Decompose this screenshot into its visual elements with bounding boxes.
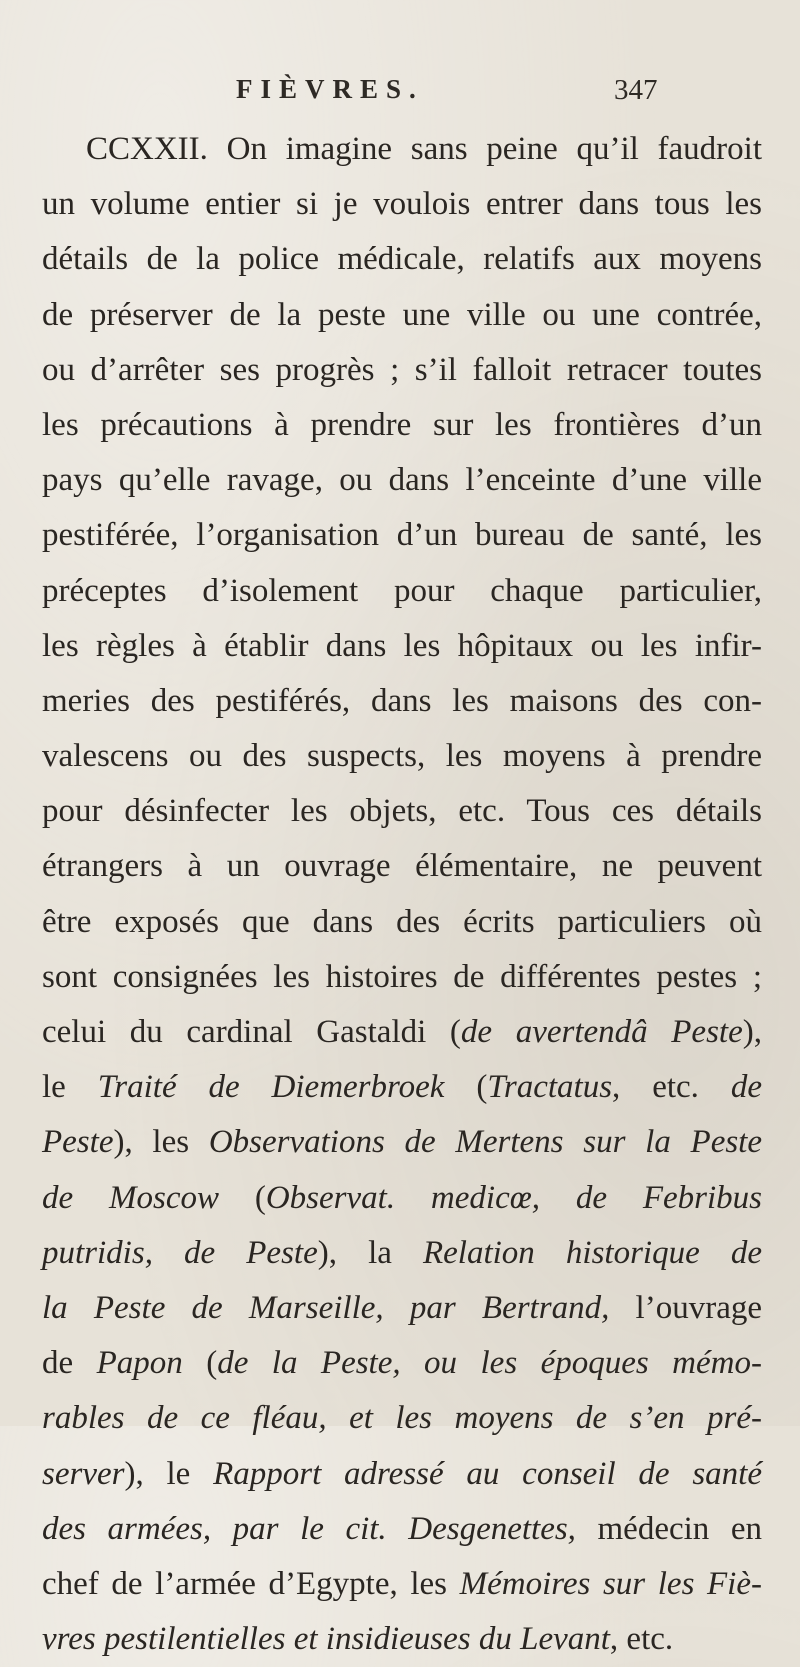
text-line [42,1281,762,1336]
running-head [0,74,800,114]
text-line [42,343,762,398]
text-line [42,1336,762,1391]
text-segment: meries des pestiférés, dans les maisons des con- [42,682,762,719]
text-segment: être exposés que dans des écrits particuliers où [42,903,762,940]
text-segment: de la Peste, ou les époques mémo- [217,1345,762,1382]
text-segment: vres pestilentielles et insidieuses du Levant [42,1621,610,1658]
text-segment: détails de la police médicale, relatifs aux moyens [42,241,762,278]
text-line [42,1391,762,1446]
text-segment: un volume entier si je voulois entrer dans tous les [42,186,762,223]
text-segment: de Moscow [42,1179,219,1216]
text-line [42,784,762,839]
text-line [42,674,762,729]
text-line [42,398,762,453]
text-line [42,895,762,950]
text-line [42,729,762,784]
text-segment: ), les [113,1124,209,1161]
text-line [42,564,762,619]
text-segment: de [730,1069,762,1106]
text-segment: , etc. [612,1069,731,1106]
text-segment: les règles à établir dans les hôpitaux ou les infir- [42,627,762,664]
text-line [42,1612,762,1667]
text-segment: ), [742,1014,762,1050]
text-line [42,1171,762,1226]
text-segment: Mémoires sur les Fiè- [459,1565,762,1602]
text-line [42,177,762,232]
text-segment: préceptes d’isolement pour chaque particulier, [42,572,762,609]
text-segment: des armées, par le cit. Desgenettes, [42,1510,576,1547]
text-line [42,122,762,177]
page-number: 347 [614,74,658,106]
text-segment: Papon [96,1345,183,1382]
text-segment: les précautions à prendre sur les frontières d’un [42,406,762,443]
text-segment: ( [219,1179,266,1216]
text-line [42,1115,762,1170]
text-segment: ( [444,1069,488,1106]
text-segment: l’ouvrage [609,1289,762,1326]
running-title: FIÈVRES. [236,74,424,104]
text-segment: , etc. [609,1621,674,1658]
text-segment: Peste [42,1124,114,1161]
text-segment: Rapport adressé au conseil de santé [213,1455,762,1492]
text-segment: ( [182,1345,218,1382]
text-segment: ), le [124,1455,214,1492]
text-segment: putridis, de Peste [42,1234,318,1271]
text-line [42,1060,762,1115]
text-line [42,950,762,1005]
text-segment: Observat. medicœ, de Febribus [265,1179,762,1216]
text-segment: server [42,1455,125,1492]
text-segment: ), la [317,1234,423,1271]
text-segment: Tractatus [487,1069,613,1106]
text-segment: médecin en [575,1510,762,1547]
text-segment: de [42,1345,97,1382]
text-segment: rables de ce fléau, et les moyens de s’en pré- [42,1400,762,1437]
text-line [42,1557,762,1612]
text-segment: pour désinfecter les objets, etc. Tous ces détails [42,793,762,830]
text-segment: ou d’arrêter ses progrès ; s’il falloit retracer toutes [42,351,762,388]
text-segment: Traité de Diemerbroek [97,1069,445,1106]
text-line [42,1005,762,1060]
text-segment: pestiférée, l’organisation d’un bureau de santé, les [42,517,762,554]
text-segment: CCXXII. On imagine sans peine qu’il faudroit [86,131,762,167]
text-segment: sont consignées les histoires de différentes pestes ; [42,958,762,995]
text-line [42,839,762,894]
text-line [42,1226,762,1281]
text-segment: Relation historique de [423,1234,762,1271]
text-segment: Observations de Mertens sur la Peste [208,1124,762,1161]
text-line [42,288,762,343]
text-line [42,508,762,563]
text-line [42,232,762,287]
text-segment: étrangers à un ouvrage élémentaire, ne peuvent [42,848,762,885]
text-line [42,453,762,508]
text-segment: le [42,1069,98,1106]
text-line [42,619,762,674]
text-segment: celui du cardinal Gastaldi ( [42,1014,461,1050]
text-segment: valescens ou des suspects, les moyens à prendre [42,738,762,775]
text-segment: la Peste de Marseille, par Bertrand, [42,1289,610,1326]
body-text [42,122,762,1667]
text-line [42,1447,762,1502]
text-line [42,1502,762,1557]
text-segment: de préserver de la peste une ville ou une contrée, [42,296,762,333]
text-segment: chef de l’armée d’Egypte, les [42,1565,460,1602]
text-segment: de avertendâ Peste [460,1014,743,1050]
text-segment: pays qu’elle ravage, ou dans l’enceinte d’une ville [42,462,762,499]
